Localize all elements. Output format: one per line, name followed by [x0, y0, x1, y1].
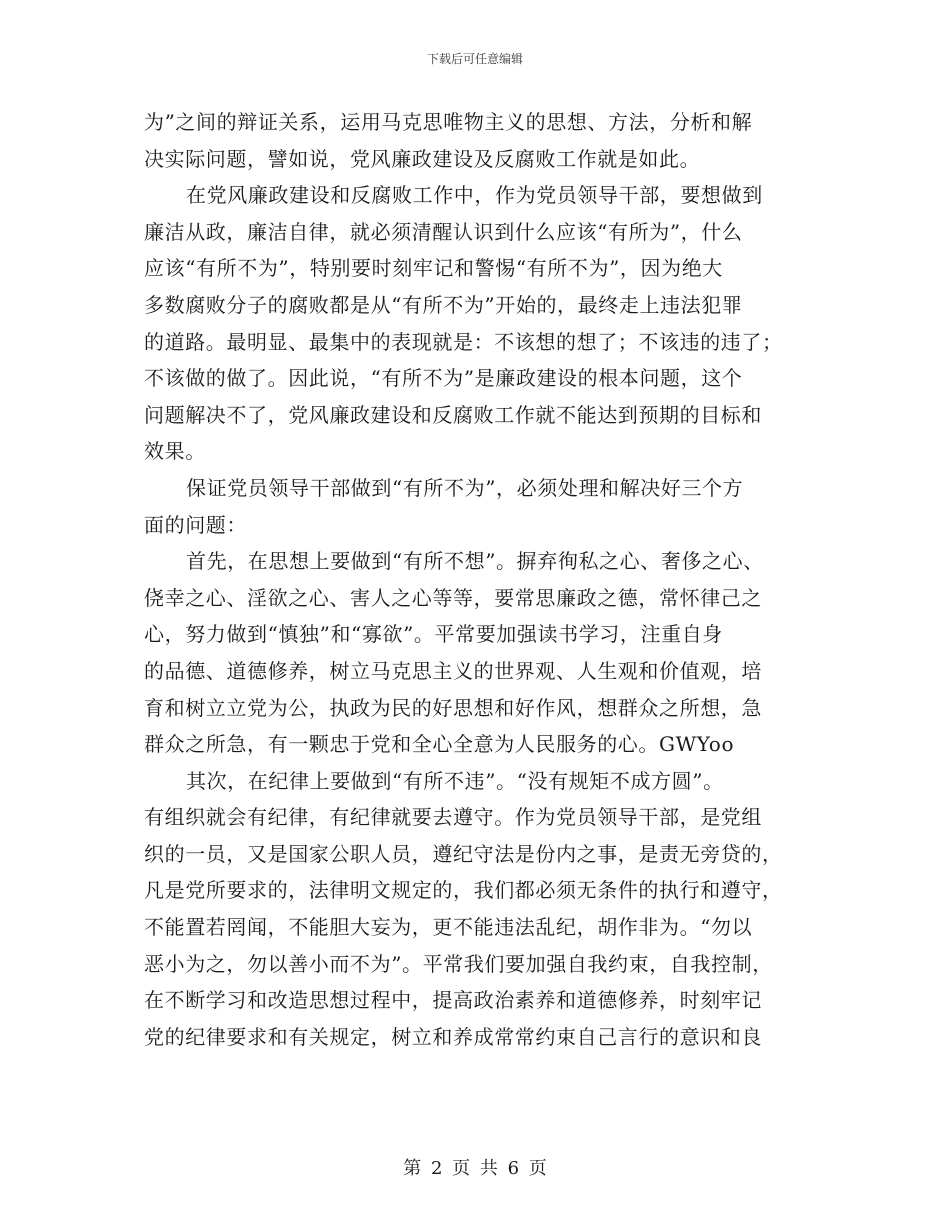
text-line: 的道路。最明显、最集中的表现就是：不该想的想了；不该违的违了； — [144, 329, 783, 354]
text-line: 其次，在纪律上要做到“有所不违”。“没有规矩不成方圆”。 — [186, 768, 724, 793]
page-header: 下载后可任意编辑 — [426, 52, 523, 66]
text-line: 多数腐败分子的腐败都是从“有所不为”开始的，最终走上违法犯罪 — [144, 292, 743, 317]
text-line: 决实际问题，譬如说，党风廉政建设及反腐败工作就是如此。 — [144, 146, 701, 171]
text-line: 效果。 — [144, 439, 206, 464]
text-line: 育和树立立党为公，执政为民的好思想和好作风，想群众之所想，急 — [144, 695, 762, 720]
text-line: 面的问题： — [144, 512, 247, 537]
text-line: 在不断学习和改造思想过程中，提高政治素养和道德修养，时刻牢记 — [144, 988, 762, 1013]
text-line: 群众之所急，有一颗忠于党和全心全意为人民服务的心。GWYoo — [144, 732, 735, 757]
text-line: 应该“有所不为”，特别要时刻牢记和警惕“有所不为”，因为绝大 — [144, 256, 723, 281]
text-line: 不该做的做了。因此说，“有所不为”是廉政建设的根本问题，这个 — [144, 366, 743, 391]
text-line: 党的纪律要求和有关规定，树立和养成常常约束自己言行的意识和良 — [144, 1024, 762, 1049]
text-line: 问题解决不了，党风廉政建设和反腐败工作就不能达到预期的目标和 — [144, 402, 762, 427]
text-line: 不能置若罔闻，不能胆大妄为，更不能违法乱纪，胡作非为。“勿以 — [144, 915, 753, 940]
text-line: 首先，在思想上要做到“有所不想”。摒弃徇私之心、奢侈之心、 — [186, 549, 764, 574]
text-line: 廉洁从政，廉洁自律，就必须清醒认识到什么应该“有所为”，什么 — [144, 219, 743, 244]
text-line: 保证党员领导干部做到“有所不为”，必须处理和解决好三个方 — [186, 475, 744, 500]
text-line: 侥幸之心、淫欲之心、害人之心等等，要常思廉政之德，常怀律己之 — [144, 585, 762, 610]
text-line: 为”之间的辩证关系，运用马克思唯物主义的思想、方法，分析和解 — [144, 110, 753, 134]
text-line: 在党风廉政建设和反腐败工作中，作为党员领导干部，要想做到 — [186, 183, 763, 208]
text-line: 有组织就会有纪律，有纪律就要去遵守。作为党员领导干部，是党组 — [144, 805, 762, 830]
page-number-footer: 第 2 页 共 6 页 — [403, 1158, 547, 1179]
text-line: 恶小为之，勿以善小而不为”。平常我们要加强自我约束，自我控制， — [144, 951, 773, 976]
document-body — [144, 104, 808, 1055]
text-line: 凡是党所要求的，法律明文规定的，我们都必须无条件的执行和遵守， — [144, 878, 783, 903]
text-line: 心，努力做到“慎独”和“寡欲”。平常要加强读书学习，注重自身 — [144, 622, 723, 647]
text-line: 的品德、道德修养，树立马克思主义的世界观、人生观和价值观，培 — [144, 658, 762, 683]
text-line: 织的一员，又是国家公职人员，遵纪守法是份内之事，是责无旁贷的， — [144, 841, 783, 866]
